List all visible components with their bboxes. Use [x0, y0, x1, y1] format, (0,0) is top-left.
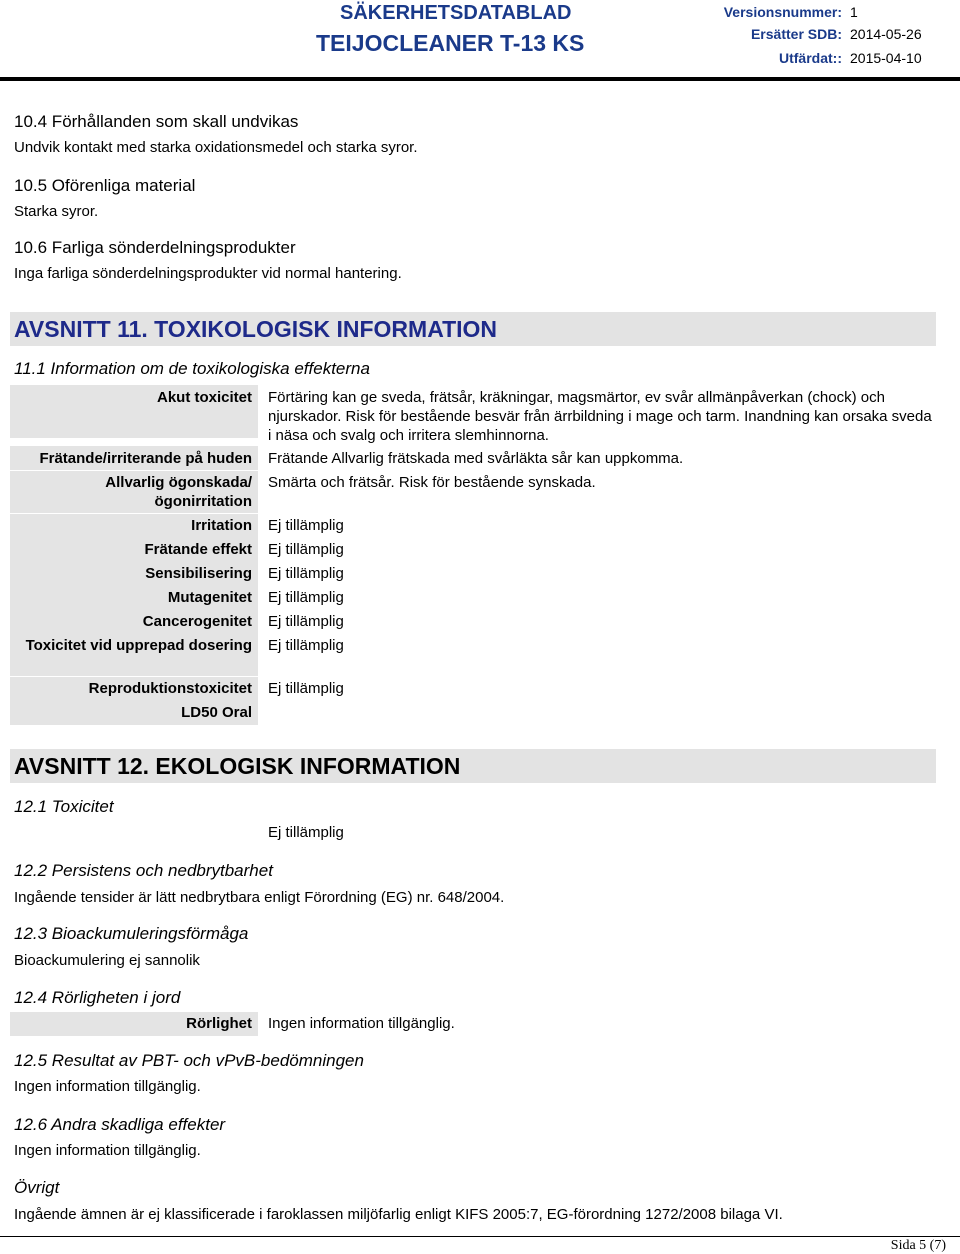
text-10-6: Inga farliga sönderdelningsprodukter vid normal hantering.	[14, 265, 402, 282]
replaces-row	[700, 26, 950, 42]
tox-value-sensitisation: Ej tillämplig	[268, 565, 344, 582]
tox-label-reproductive: Reproduktionstoxicitet	[88, 680, 252, 697]
tox-label-carcinogenicity: Cancerogenitet	[142, 613, 252, 630]
text-10-4: Undvik kontakt med starka oxidationsmedel och starka syror.	[14, 139, 418, 156]
tox-value-carcinogenicity: Ej tillämplig	[268, 613, 344, 630]
text-12-5: Ingen information tillgänglig.	[14, 1078, 201, 1095]
mobility-value: Ingen information tillgänglig.	[268, 1015, 455, 1032]
heading-11-1: 11.1 Information om de toxikologiska effekterna	[14, 359, 370, 378]
header-divider	[0, 77, 960, 81]
tox-value-repeated-dose: Ej tillämplig	[268, 637, 344, 654]
issued-value: 2015-04-10	[850, 50, 922, 66]
text-12-3: Bioackumulering ej sannolik	[14, 952, 200, 969]
heading-12-4: 12.4 Rörligheten i jord	[14, 988, 181, 1007]
tox-value-eye: Smärta och frätsår. Risk för bestående synskada.	[268, 474, 596, 491]
tox-label-sensitisation: Sensibilisering	[145, 565, 252, 582]
heading-10-4: 10.4 Förhållanden som skall undvikas	[14, 112, 299, 131]
replaces-label: Ersätter SDB:	[750, 26, 842, 42]
tox-value-irritation: Ej tillämplig	[268, 517, 344, 534]
tox-value-corrosive: Ej tillämplig	[268, 541, 344, 558]
tox-label-ld50-oral: LD50 Oral	[181, 704, 252, 721]
heading-12-6: 12.6 Andra skadliga effekter	[14, 1115, 226, 1134]
tox-label-irritation: Irritation	[191, 517, 252, 534]
version-row	[700, 4, 950, 20]
heading-12-3: 12.3 Bioackumuleringsförmåga	[14, 924, 249, 943]
tox-label-acute: Akut toxicitet	[156, 389, 252, 406]
footer-divider	[0, 1236, 960, 1237]
text-12-6: Ingen information tillgänglig.	[14, 1142, 201, 1159]
heading-12-1: 12.1 Toxicitet	[14, 797, 114, 816]
heading-other: Övrigt	[14, 1178, 60, 1197]
heading-10-5: 10.5 Oförenliga material	[14, 176, 196, 195]
tox-label-repeated-dose: Toxicitet vid upprepad dosering	[25, 637, 252, 654]
heading-12-5: 12.5 Resultat av PBT- och vPvB-bedömningen	[14, 1051, 364, 1070]
replaces-value: 2014-05-26	[850, 26, 922, 42]
heading-12-2: 12.2 Persistens och nedbrytbarhet	[14, 861, 273, 880]
tox-label-mutagenicity: Mutagenitet	[167, 589, 252, 606]
product-name: TEIJOCLEANER T-13 KS	[316, 30, 585, 56]
text-10-5: Starka syror.	[14, 203, 99, 220]
issued-label: Utfärdat::	[779, 50, 842, 66]
issued-row	[700, 50, 950, 66]
text-12-1: Ej tillämplig	[268, 824, 344, 841]
page-number: Sida 5 (7)	[890, 1238, 946, 1253]
tox-label-skin: Frätande/irriterande på huden	[39, 450, 252, 467]
tox-value-reproductive: Ej tillämplig	[268, 680, 344, 697]
tox-value-skin: Frätande Allvarlig frätskada med svårläkta sår kan uppkomma.	[268, 450, 684, 467]
tox-value-acute: Förtäring kan ge sveda, frätsår, kräkningar, magsmärtor, ev svår allmänpåverkan (chock) och njurskador. Risk för bestående besvär från ärrbildning i mage och tarm. Inandning kan orsaka sveda i näsa och svalg och irritera slemhinnorna.	[268, 389, 932, 444]
document-title: SÄKERHETSDATABLAD	[340, 2, 572, 24]
section-11-title: AVSNITT 11. TOXIKOLOGISK INFORMATION	[10, 312, 936, 346]
tox-label-corrosive: Frätande effekt	[144, 541, 252, 558]
version-value: 1	[850, 4, 858, 20]
text-12-2: Ingående tensider är lätt nedbrytbara enligt Förordning (EG) nr. 648/2004.	[14, 889, 505, 906]
mobility-label: Rörlighet	[186, 1015, 252, 1032]
tox-label-eye: Allvarlig ögonskada/ögonirritation	[105, 474, 252, 510]
tox-value-mutagenicity: Ej tillämplig	[268, 589, 344, 606]
heading-10-6: 10.6 Farliga sönderdelningsprodukter	[14, 238, 296, 257]
version-label: Versionsnummer:	[723, 4, 842, 20]
section-12-title: AVSNITT 12. EKOLOGISK INFORMATION	[10, 749, 936, 783]
text-other: Ingående ämnen är ej klassificerade i faroklassen miljöfarlig enligt KIFS 2005:7, EG-förordning 1272/2008 bilaga VI.	[14, 1206, 783, 1223]
